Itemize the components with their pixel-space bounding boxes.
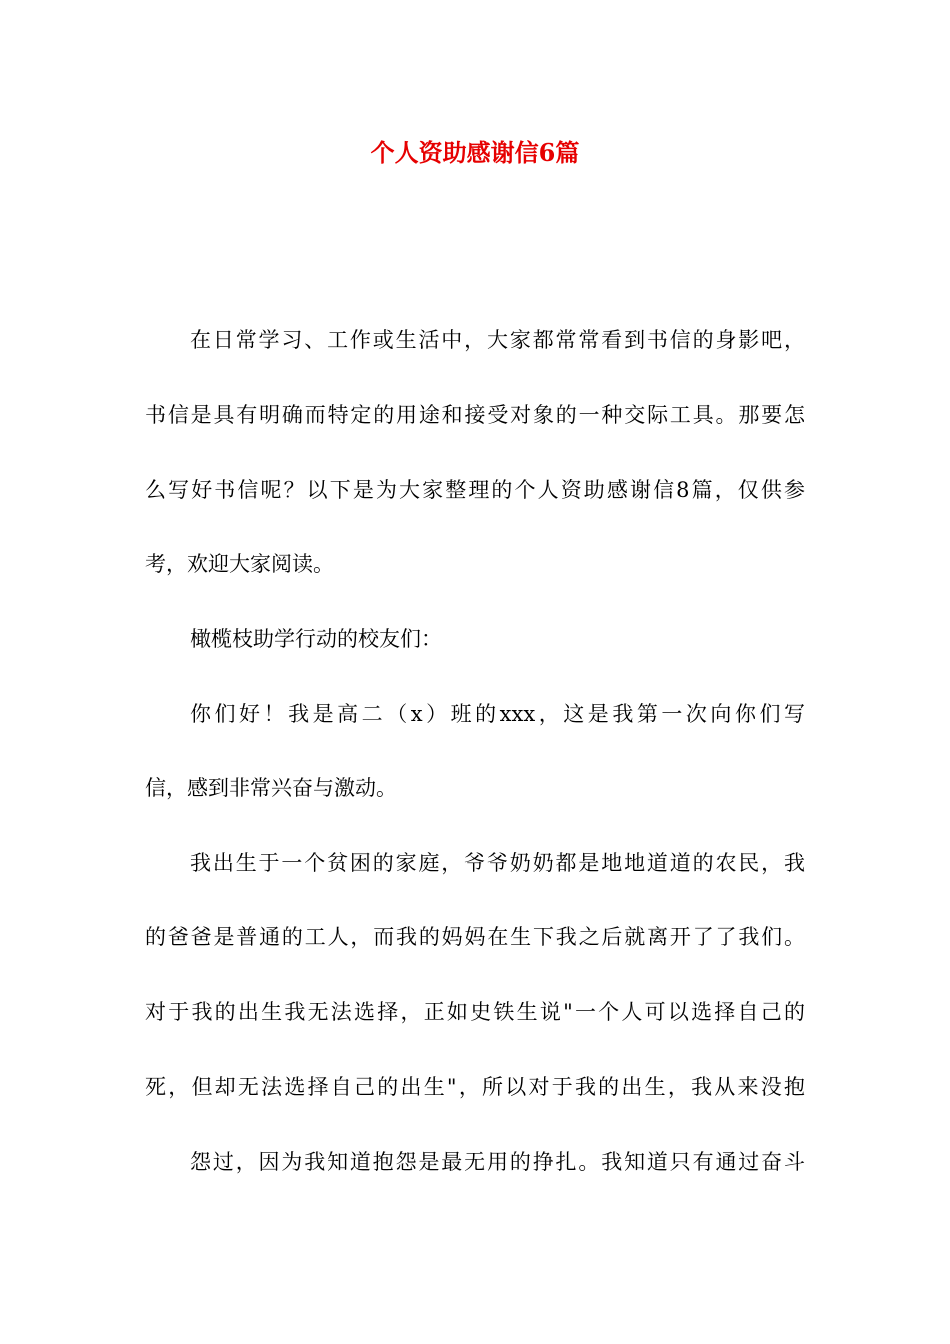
paragraph-line: 你们好！我是高二（x）班的xxx，这是我第一次向你们写 [190,702,805,726]
paragraph-line: 我出生于一个贫困的家庭，爷爷奶奶都是地地道道的农民，我 [190,851,805,875]
paragraph-line: 的爸爸是普通的工人，而我的妈妈在生下我之后就离开了了我们。 [145,925,805,949]
paragraph-line: 在日常学习、工作或生活中，大家都常常看到书信的身影吧， [190,328,805,352]
paragraph-line: 信，感到非常兴奋与激动。 [145,776,397,800]
paragraph-line: 对于我的出生我无法选择，正如史铁生说"一个人可以选择自己的 [145,1000,805,1024]
salutation-line: 橄榄枝助学行动的校友们： [190,627,442,651]
document-title: 个人资助感谢信6篇 [370,138,580,167]
paragraph-line: 死，但却无法选择自己的出生"，所以对于我的出生，我从来没抱 [145,1075,805,1099]
paragraph-line: 么写好书信呢？以下是为大家整理的个人资助感谢信8篇，仅供参 [145,478,805,502]
paragraph-line: 考，欢迎大家阅读。 [145,552,334,576]
paragraph-line: 书信是具有明确而特定的用途和接受对象的一种交际工具。那要怎 [145,403,805,427]
paragraph-line: 怨过，因为我知道抱怨是最无用的挣扎。我知道只有通过奋斗 [190,1150,805,1174]
